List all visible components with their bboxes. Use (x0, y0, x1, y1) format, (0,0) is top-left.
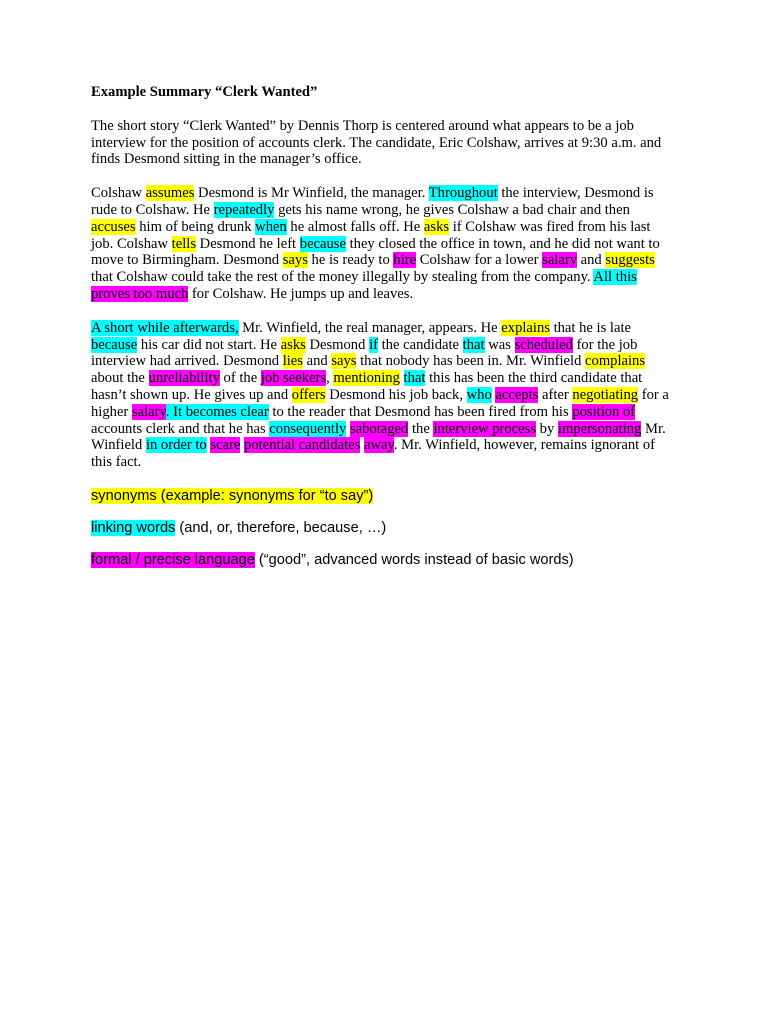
highlighted-phrase: when (255, 218, 287, 235)
legend-item (91, 488, 574, 505)
text-run: Desmond he left (196, 235, 300, 252)
highlighted-phrase: accuses (91, 218, 136, 235)
text-run: Desmond his job back, (325, 386, 467, 403)
highlighted-phrase: potential candidates (244, 437, 361, 454)
highlighted-phrase: job seekers (260, 370, 327, 387)
text-run: that nobody has been in. Mr. Winfield (356, 353, 586, 370)
text-run: gets his name wrong, he gives Colshaw a bad chair and then (274, 201, 630, 218)
text-run: after (538, 386, 573, 403)
text-run: to the reader that Desmond has been fired from his (268, 403, 573, 420)
highlighted-phrase: says (282, 252, 308, 269)
highlighted-phrase: salary (131, 403, 166, 420)
highlight-legend (91, 488, 574, 584)
summary-paragraph (91, 118, 676, 168)
highlighted-phrase: scheduled (514, 336, 573, 353)
text-run: this has been the third candidate that hasn’t shown up. He gives up and (91, 370, 643, 403)
highlighted-phrase: sabotaged (349, 420, 409, 437)
text-run: the (408, 420, 434, 437)
highlighted-phrase: interview process (433, 420, 536, 437)
highlighted-phrase: offers (291, 386, 326, 403)
text-run: Mr. Winfield, the real manager, appears. He (238, 319, 502, 336)
highlighted-phrase: unreliability (148, 370, 220, 387)
text-run: about the (91, 370, 149, 387)
highlighted-phrase: All this (593, 269, 637, 286)
highlighted-phrase: if (369, 336, 378, 353)
text-run: for Colshaw. He jumps up and leaves. (188, 285, 414, 302)
highlighted-phrase: impersonating (557, 420, 642, 437)
text-run (400, 370, 404, 386)
highlighted-phrase: position of (572, 403, 636, 420)
highlighted-phrase: proves too much (91, 285, 189, 302)
text-run: The short story “Clerk Wanted” by Dennis Thorp is centered around what appears to be a job interview for the position of accounts clerk. The candidate, Eric Colshaw, arrives at 9:30 a.m. and finds Desmond sitting in the manager’s office. (91, 117, 662, 168)
highlighted-phrase: complains (585, 353, 646, 370)
text-run: and (302, 353, 332, 370)
text-run: if Colshaw was fired from his last job. Colshaw (91, 218, 651, 252)
highlighted-phrase: in order to (145, 437, 207, 454)
highlighted-phrase: A short while afterwards, (91, 319, 239, 336)
legend-description: (“good”, advanced words instead of basic words) (254, 552, 574, 568)
highlighted-phrase: because (299, 235, 346, 252)
highlighted-phrase: repeatedly (213, 201, 275, 218)
document-body (91, 84, 676, 488)
text-run: Desmond (305, 336, 370, 353)
text-run: the candidate (377, 336, 463, 353)
text-run: Colshaw for a lower (416, 252, 543, 269)
highlighted-phrase: asks (280, 336, 306, 353)
highlighted-phrase: accepts (495, 386, 539, 403)
summary-paragraph (91, 320, 676, 471)
legend-highlight: synonyms (example: synonyms for “to say”) (91, 488, 374, 504)
highlighted-phrase: who (466, 386, 492, 403)
legend-item (91, 520, 574, 537)
text-run: for the job interview had arrived. Desmond (91, 336, 638, 370)
document-title: Example Summary “Clerk Wanted” (91, 84, 318, 100)
highlighted-phrase: says (331, 353, 357, 370)
text-run: his car did not start. He (137, 336, 281, 353)
highlighted-phrase: hire (393, 252, 417, 269)
highlighted-phrase: explains (501, 319, 550, 336)
text-run: Colshaw (91, 185, 146, 202)
text-run: him of being drunk (135, 218, 256, 235)
text-run: , (326, 370, 334, 387)
legend-highlight: formal / precise language (91, 552, 255, 568)
highlighted-phrase: tells (171, 235, 196, 252)
text-run: and (577, 252, 606, 269)
highlighted-phrase: suggests (605, 252, 655, 269)
highlighted-phrase: assumes (145, 185, 195, 202)
text-run: by (536, 420, 558, 437)
text-run: Desmond is Mr Winfield, the manager. (194, 185, 429, 202)
legend-description: (and, or, therefore, because, …) (175, 520, 387, 536)
summary-text (91, 118, 676, 471)
text-run: that Colshaw could take the rest of the money illegally by stealing from the company. (91, 269, 594, 286)
text-run: he is ready to (307, 252, 394, 269)
highlighted-phrase: that (403, 370, 426, 387)
summary-paragraph (91, 185, 676, 303)
text-run: the interview, Desmond is rude to Colshaw. He (91, 185, 654, 218)
text-run: accounts clerk and that he has (91, 420, 270, 437)
text-run: of the (219, 370, 261, 387)
highlighted-phrase: asks (423, 218, 450, 235)
text-run: Mr. Winfield (91, 420, 666, 454)
highlighted-phrase: because (91, 336, 138, 353)
legend-highlight: linking words (91, 520, 176, 536)
highlighted-phrase: scare (210, 437, 241, 454)
text-run: he almost falls off. He (286, 218, 424, 235)
highlighted-phrase: away (364, 437, 394, 454)
highlighted-phrase: negotiating (572, 386, 639, 403)
text-run: that he is late (549, 319, 631, 336)
highlighted-phrase: . It becomes clear (165, 403, 269, 420)
highlighted-phrase: that (462, 336, 485, 353)
text-run: . Mr. Winfield, however, remains ignorant of this fact. (91, 437, 656, 471)
text-run: was (484, 336, 515, 353)
highlighted-phrase: mentioning (333, 370, 400, 387)
text-run: they closed the office in town, and he did not want to move to Birmingham. Desmond (91, 235, 660, 269)
highlighted-phrase: lies (282, 353, 303, 370)
text-run: for a higher (91, 386, 669, 420)
highlighted-phrase: salary (542, 252, 577, 269)
legend-item (91, 552, 574, 569)
highlighted-phrase: Throughout (428, 185, 498, 202)
highlighted-phrase: consequently (269, 420, 347, 437)
